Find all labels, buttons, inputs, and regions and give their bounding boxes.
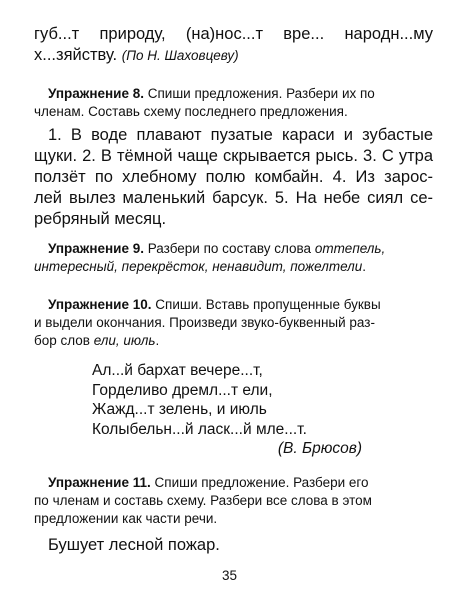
exercise-10-text-1: Спиши. Вставь пропущенные буквы (151, 297, 381, 312)
intro-source: (По Н. Шаховцеву) (121, 48, 239, 63)
intro-line-1: губ...т природу, (на)нос...т вре... народн...му (34, 25, 433, 43)
exercise-8-text-line-3: ползёт по хлебному полю комбайн. 4. Из зарос- (34, 168, 433, 186)
exercise-10-instructions (34, 296, 433, 350)
exercise-11-sentence (34, 535, 433, 556)
exercise-10-heading: Упражнение 10. (48, 297, 152, 312)
exercise-8-instr-line-1 (34, 85, 433, 103)
intro-line-2 (34, 45, 433, 66)
exercise-9-period: . (362, 259, 367, 274)
poem-line-2: Горделиво дремл...т ели, (92, 381, 273, 399)
poem-line-3: Жажд...т зелень, и июль (92, 401, 267, 418)
exercise-11-text-1: Спиши предложение. Разбери его (150, 475, 369, 490)
exercise-11-sentence-text: Бушует лесной пожар. (48, 536, 220, 554)
exercise-11-line-1 (34, 474, 433, 492)
exercise-11-instructions (34, 474, 433, 528)
exercise-8-text-line-5: ребряный месяц. (34, 210, 167, 228)
exercise-9-line-1 (34, 240, 433, 258)
page-number: 35 (221, 568, 238, 583)
exercise-9-heading: Упражнение 9. (48, 241, 144, 256)
exercise-10-words: ели, июль (93, 333, 156, 348)
exercise-10-line-2: и выдели окончания. Произведи звуко-буквенный раз- (34, 315, 375, 330)
poem-attribution: (В. Брюсов) (277, 440, 362, 457)
exercise-10-line-3 (34, 332, 433, 350)
exercise-9-words-1: оттепель, (314, 241, 386, 256)
exercise-9-text-1: Разбери по составу слова (144, 241, 315, 256)
exercise-10-text-3: бор слов (34, 333, 94, 348)
exercise-8-text-line-4: лей вылез маленький барсук. 5. На небе сиял се- (34, 189, 433, 207)
exercise-11-line-3: предложении как части речи. (34, 511, 218, 526)
poem-line-1: Ал...й бархат вечере...т, (92, 362, 263, 379)
exercise-11-heading: Упражнение 11. (48, 475, 151, 490)
exercise-8-instructions (34, 85, 433, 121)
exercise-9-words-2: интересный, перекрёсток, ненавидит, пожелтели (34, 259, 363, 274)
intro-text (34, 24, 433, 66)
exercise-8-instr-line-2: членам. Составь схему последнего предложения. (34, 104, 348, 119)
exercise-8-text (34, 125, 433, 230)
exercise-8-instr-text-1: Спиши предложения. Разбери их по (144, 86, 375, 101)
exercise-8-text-line-2: щуки. 2. В тёмной чаще скрывается рысь. 3. С утра (34, 147, 433, 165)
exercise-8-heading: Упражнение 8. (48, 86, 144, 101)
exercise-9-instructions (34, 240, 433, 276)
exercise-8-text-line-1: 1. В воде плавают пузатые караси и зубастые (48, 126, 433, 144)
exercise-9-line-2 (34, 258, 433, 276)
exercise-10-period: . (155, 333, 160, 348)
poem (92, 361, 362, 459)
poem-line-4: Колыбельн...й ласк...й мле...т. (92, 420, 307, 438)
intro-line-2-text: х...зяйству. (34, 46, 122, 64)
exercise-11-line-2: по членам и составь схему. Разбери все слова в этом (34, 493, 372, 508)
exercise-10-line-1 (34, 296, 433, 314)
